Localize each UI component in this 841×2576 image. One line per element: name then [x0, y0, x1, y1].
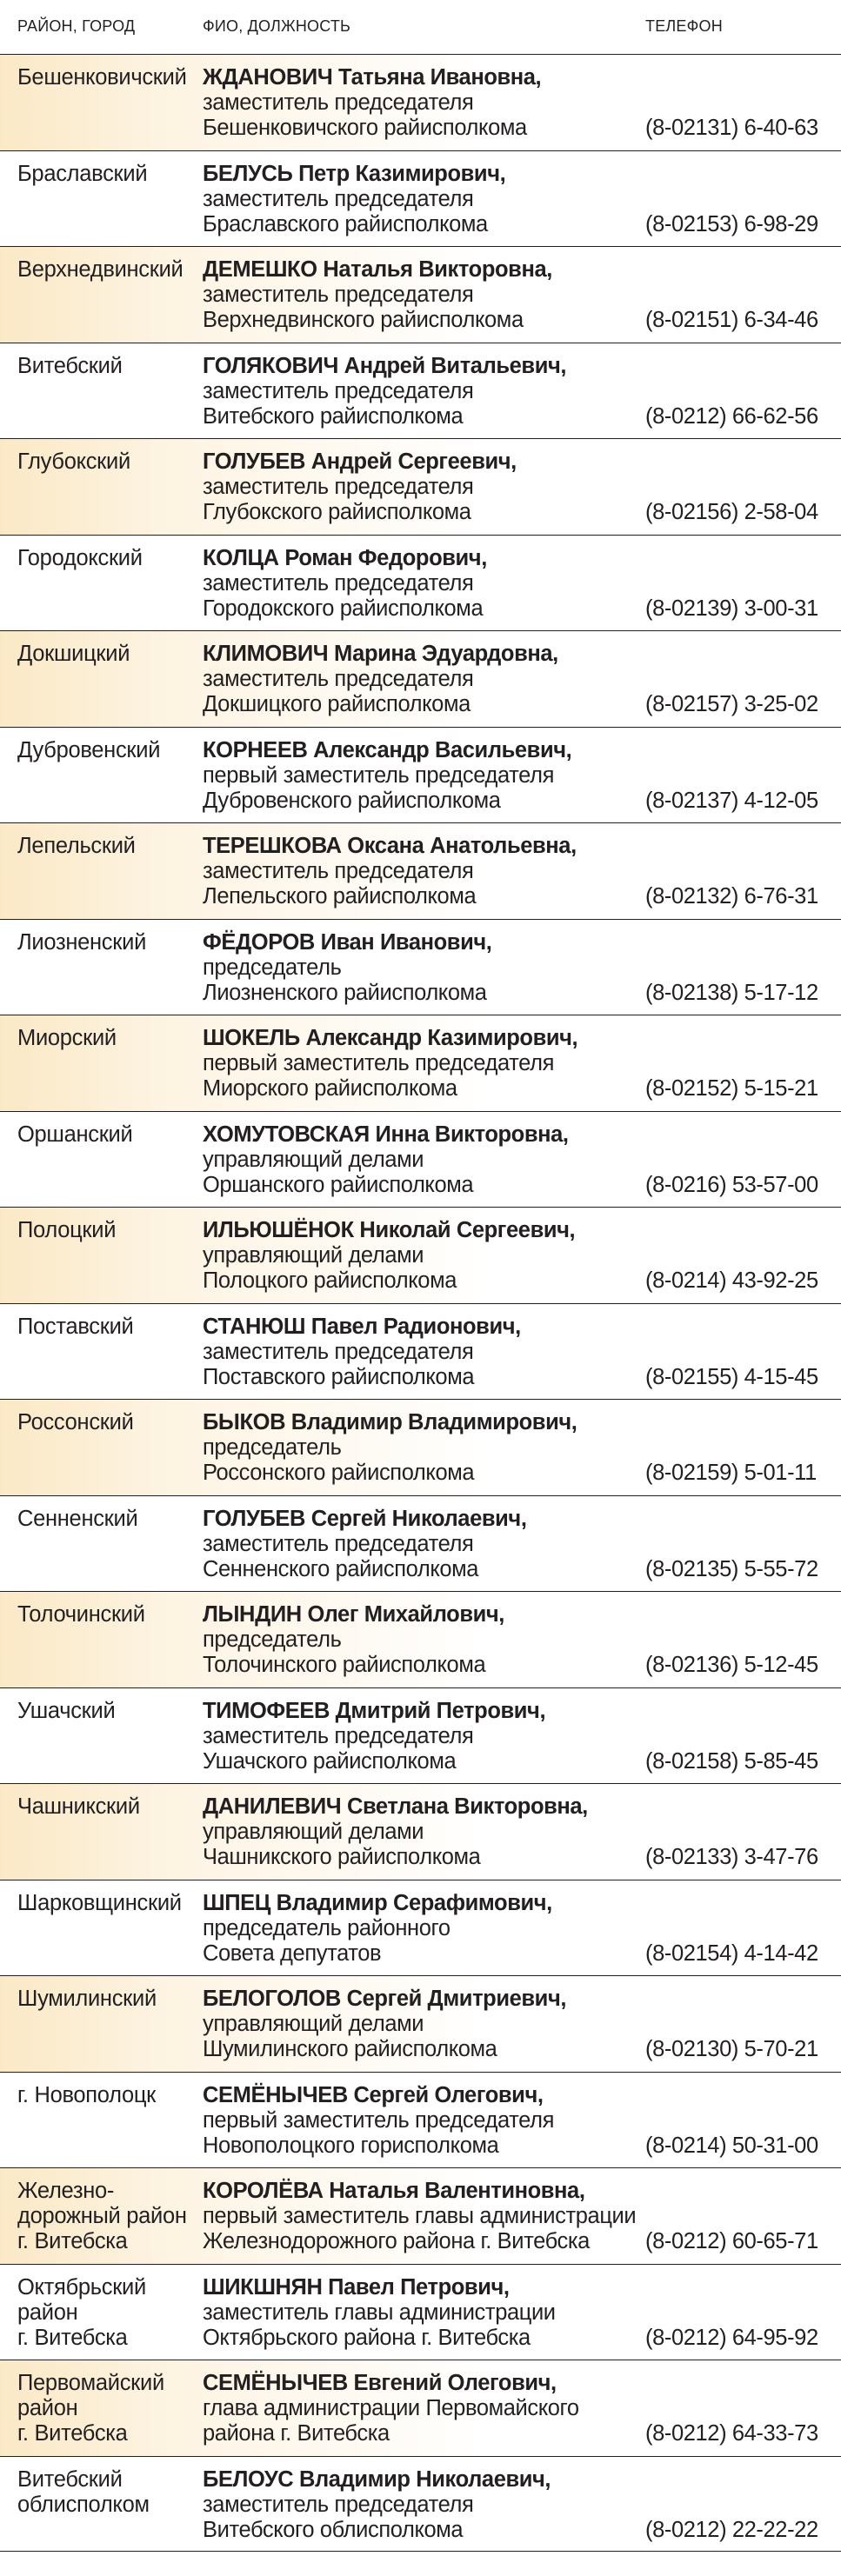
phone-cell: (8-02156) 2-58-04: [645, 500, 818, 524]
surname: КЛИМОВИЧ: [203, 642, 329, 666]
given-name: Сергей Дмитриевич,: [340, 1987, 567, 2011]
person-name: [203, 1315, 655, 1340]
position-line-2: Браславского райисполкома: [203, 211, 488, 236]
position-line-1: управляющий делами: [203, 1243, 424, 1268]
table-row: [0, 535, 841, 631]
region-cell: Браславский: [17, 161, 148, 186]
person-name: [203, 1218, 655, 1243]
position-line-2: Лиозненского райисполкома: [203, 980, 487, 1005]
person-cell: [203, 257, 655, 333]
person-cell: [203, 2275, 655, 2351]
region-cell: Глубокский: [17, 449, 130, 474]
region-cell: Шумилинский: [17, 1987, 157, 2011]
position-line-2: Миорского райисполкома: [203, 1076, 457, 1101]
surname: ХОМУТОВСКАЯ: [203, 1122, 370, 1147]
surname: СЕМЁНЫЧЕВ: [203, 2082, 348, 2107]
person-name: [203, 449, 655, 475]
position-line-1: заместитель председателя: [203, 1723, 474, 1748]
phone-cell: (8-02136) 5-12-45: [645, 1653, 818, 1677]
surname: ИЛЬЮШЁНОК: [203, 1218, 354, 1242]
phone-cell: (8-0214) 43-92-25: [645, 1268, 818, 1293]
person-name: [203, 1699, 655, 1724]
phone-cell: (8-02157) 3-25-02: [645, 692, 818, 716]
person-name: [203, 1987, 655, 2012]
given-name: Андрей Сергеевич,: [305, 449, 517, 474]
phone-cell: (8-02135) 5-55-72: [645, 1556, 818, 1581]
surname: ТИМОФЕЕВ: [203, 1698, 330, 1723]
person-cell: [203, 738, 655, 814]
table-row: [0, 727, 841, 823]
person-cell: [203, 930, 655, 1006]
phone-cell: (8-02152) 5-15-21: [645, 1076, 818, 1101]
phone-cell: (8-0212) 66-62-56: [645, 403, 818, 429]
person-cell: [203, 2179, 655, 2254]
person-cell: [203, 834, 655, 909]
given-name: Владимир Серафимович,: [270, 1890, 552, 1915]
position-line-1: первый заместитель председателя: [203, 762, 554, 788]
surname: ЛЫНДИН: [203, 1602, 302, 1627]
phone-cell: (8-02153) 6-98-29: [645, 211, 818, 236]
table-row: [0, 1111, 841, 1208]
position-line-1: председатель: [203, 1435, 342, 1460]
region-cell: г. Новополоцк: [17, 2082, 157, 2107]
table-row: [0, 1591, 841, 1687]
position-line-2: Сенненского райисполкома: [203, 1556, 479, 1581]
person-cell: [203, 2371, 655, 2446]
person-cell: [203, 1699, 655, 1774]
table-row: [0, 1207, 841, 1303]
person-name: [203, 1507, 655, 1532]
region-cell: Бешенковичский: [17, 65, 187, 90]
position-line-1: заместитель председателя: [203, 475, 474, 499]
given-name: Владимир Владимирович,: [285, 1410, 577, 1434]
phone-cell: (8-0212) 60-65-71: [645, 2229, 818, 2253]
position-line-1: заместитель председателя: [203, 570, 474, 596]
position-line-1: глава администрации Первомайского: [203, 2396, 579, 2420]
region-cell: Витебский облисполком: [17, 2466, 150, 2517]
region-cell: Россонский: [17, 1410, 134, 1434]
surname: БЕЛОУС: [203, 2466, 294, 2492]
phone-cell: (8-02155) 4-15-45: [645, 1364, 818, 1389]
position-line-2: Бешенковичского райисполкома: [203, 116, 527, 140]
table-row: [0, 343, 841, 439]
given-name: Дмитрий Петрович,: [329, 1698, 546, 1723]
region-cell: Чашникский: [17, 1794, 140, 1819]
person-cell: [203, 354, 655, 429]
region-cell: Сенненский: [17, 1506, 138, 1531]
person-name: [203, 2371, 655, 2396]
table-header: [0, 0, 841, 54]
position-line-1: первый заместитель главы администрации: [203, 2204, 637, 2228]
surname: ДАНИЛЕВИЧ: [203, 1794, 342, 1819]
surname: ТЕРЕШКОВА: [203, 834, 342, 858]
given-name: Татьяна Ивановна,: [332, 65, 542, 90]
table-row: [0, 2072, 841, 2168]
position-line-1: управляющий делами: [203, 2012, 424, 2036]
region-cell: Дубровенский: [17, 737, 161, 762]
given-name: Павел Радионович,: [305, 1314, 521, 1339]
person-cell: [203, 546, 655, 622]
table-row: [0, 54, 841, 150]
phone-cell: (8-02137) 4-12-05: [645, 788, 818, 813]
region-cell: Полоцкий: [17, 1218, 117, 1242]
position-line-2: Новополоцкого горисполкома: [203, 2133, 499, 2158]
position-line-2: Дубровенского райисполкома: [203, 788, 501, 813]
person-name: [203, 1122, 655, 1148]
position-line-1: заместитель главы администрации: [203, 2300, 556, 2325]
position-line-1: заместитель председателя: [203, 283, 474, 307]
surname: КОЛЦА: [203, 545, 279, 570]
given-name: Сергей Олегович,: [347, 2082, 544, 2107]
position-line-2: Россонского райисполкома: [203, 1461, 475, 1485]
phone-cell: (8-02130) 5-70-21: [645, 2037, 818, 2061]
phone-cell: (8-02151) 6-34-46: [645, 308, 818, 332]
table-body: [0, 54, 841, 2552]
person-name: [203, 1602, 655, 1627]
region-cell: Лепельский: [17, 834, 136, 858]
phone-cell: (8-02133) 3-47-76: [645, 1845, 818, 1869]
phone-cell: (8-02131) 6-40-63: [645, 116, 818, 140]
given-name: Евгений Олегович,: [347, 2371, 557, 2395]
region-cell: Оршанский: [17, 1122, 133, 1147]
table-row: [0, 1303, 841, 1400]
table-row: [0, 1783, 841, 1880]
given-name: Николай Сергеевич,: [353, 1218, 576, 1242]
region-cell: Докшицкий: [17, 642, 130, 666]
position-line-2: Чашникского райисполкома: [203, 1845, 481, 1869]
person-name: [203, 1026, 655, 1051]
region-cell: Верхнедвинский: [17, 257, 184, 282]
position-line-2: Октябрьского района г. Витебска: [203, 2325, 531, 2350]
person-name: [203, 2179, 655, 2204]
given-name: Сергей Николаевич,: [305, 1506, 527, 1531]
region-cell: Поставский: [17, 1314, 134, 1339]
position-line-1: председатель: [203, 1627, 342, 1652]
person-name: [203, 257, 655, 283]
position-line-1: управляющий делами: [203, 1820, 424, 1844]
phone-cell: (8-0214) 50-31-00: [645, 2133, 818, 2158]
position-line-2: Железнодорожного района г. Витебска: [203, 2229, 590, 2253]
given-name: Роман Федорович,: [278, 545, 487, 570]
position-line-1: председатель районного: [203, 1915, 451, 1940]
table-row: [0, 246, 841, 343]
position-line-1: первый заместитель председателя: [203, 1051, 554, 1075]
given-name: Павел Петрович,: [322, 2274, 510, 2300]
given-name: Светлана Викторовна,: [341, 1794, 588, 1819]
position-line-1: заместитель председателя: [203, 859, 474, 883]
person-cell: [203, 1794, 655, 1870]
position-line-2: района г. Витебска: [203, 2421, 390, 2446]
table-row: [0, 1015, 841, 1111]
person-name: [203, 834, 655, 859]
person-name: [203, 930, 655, 955]
column-header-phone: ТЕЛЕФОН: [645, 17, 723, 35]
position-line-1: заместитель председателя: [203, 1531, 474, 1556]
column-header-region: РАЙОН, ГОРОД: [17, 17, 136, 35]
position-line-1: заместитель председателя: [203, 1339, 474, 1364]
surname: ГОЛУБЕВ: [203, 449, 306, 474]
person-cell: [203, 1026, 655, 1102]
surname: БЕЛОГОЛОВ: [203, 1987, 341, 2011]
region-cell: Городокский: [17, 545, 143, 570]
surname: КОРНЕЕВ: [203, 737, 308, 762]
given-name: Наталья Викторовна,: [317, 257, 552, 282]
phone-cell: (8-02158) 5-85-45: [645, 1748, 818, 1774]
surname: БЫКОВ: [203, 1410, 286, 1434]
position-line-2: Докшицкого райисполкома: [203, 692, 471, 716]
person-cell: [203, 1315, 655, 1390]
table-row: [0, 2456, 841, 2553]
table-row: [0, 630, 841, 727]
surname: ГОЛЯКОВИЧ: [203, 353, 338, 378]
person-name: [203, 1891, 655, 1916]
position-line-2: Шумилинского райисполкома: [203, 2037, 497, 2061]
table-row: [0, 2167, 841, 2264]
position-line-2: Витебского райисполкома: [203, 403, 464, 429]
table-row: [0, 2360, 841, 2456]
given-name: Инна Викторовна,: [369, 1122, 569, 1147]
position-line-2: Глубокского райисполкома: [203, 500, 471, 524]
person-name: [203, 2083, 655, 2108]
table-row: [0, 1975, 841, 2072]
table-row: [0, 1399, 841, 1495]
surname: ДЕМЕШКО: [203, 257, 317, 282]
person-cell: [203, 2467, 655, 2543]
given-name: Оксана Анатольевна,: [341, 834, 577, 858]
position-line-1: первый заместитель председателя: [203, 2107, 554, 2133]
given-name: Александр Васильевич,: [307, 737, 572, 762]
surname: КОРОЛЁВА: [203, 2179, 324, 2203]
person-cell: [203, 1410, 655, 1486]
table-row: [0, 2264, 841, 2360]
region-cell: Первомайский район г. Витебска: [17, 2371, 164, 2446]
position-line-2: Толочинского райисполкома: [203, 1653, 486, 1677]
person-name: [203, 2467, 655, 2493]
person-name: [203, 65, 655, 90]
table-row: [0, 822, 841, 919]
position-line-2: Витебского облисполкома: [203, 2517, 464, 2542]
table-row: [0, 1687, 841, 1784]
person-cell: [203, 2083, 655, 2159]
surname: ЖДАНОВИЧ: [203, 65, 333, 90]
given-name: Иван Иванович,: [314, 929, 492, 955]
position-line-1: заместитель председателя: [203, 186, 474, 211]
phone-cell: (8-0216) 53-57-00: [645, 1172, 818, 1197]
surname: ШПЕЦ: [203, 1890, 270, 1915]
person-cell: [203, 1218, 655, 1294]
position-line-2: Ушачского райисполкома: [203, 1748, 457, 1774]
person-cell: [203, 1602, 655, 1678]
person-cell: [203, 1507, 655, 1582]
given-name: Олег Михайлович,: [301, 1602, 504, 1627]
surname: ГОЛУБЕВ: [203, 1506, 306, 1531]
position-line-1: заместитель председателя: [203, 90, 474, 115]
surname: СЕМЁНЫЧЕВ: [203, 2371, 348, 2395]
table-row: [0, 150, 841, 247]
given-name: Владимир Николаевич,: [293, 2466, 551, 2492]
table-row: [0, 1495, 841, 1592]
person-name: [203, 738, 655, 763]
phone-cell: (8-0212) 64-95-92: [645, 2325, 818, 2350]
person-cell: [203, 1891, 655, 1967]
person-name: [203, 1410, 655, 1435]
region-cell: Витебский: [17, 353, 123, 378]
phone-cell: (8-0212) 64-33-73: [645, 2421, 818, 2446]
table-row: [0, 438, 841, 535]
person-name: [203, 354, 655, 379]
phone-cell: (8-02132) 6-76-31: [645, 884, 818, 909]
table-row: [0, 1880, 841, 1976]
given-name: Наталья Валентиновна,: [323, 2179, 585, 2203]
region-cell: Лиозненский: [17, 929, 147, 955]
surname: БЕЛУСЬ: [203, 161, 293, 186]
surname: ФЁДОРОВ: [203, 929, 315, 955]
region-cell: Октябрьский район г. Витебска: [17, 2274, 146, 2350]
region-cell: Ушачский: [17, 1698, 116, 1723]
position-line-2: Верхнедвинского райисполкома: [203, 308, 524, 332]
given-name: Марина Эдуардовна,: [328, 642, 558, 666]
person-cell: [203, 642, 655, 717]
position-line-2: Городокского райисполкома: [203, 596, 484, 621]
position-line-2: Оршанского райисполкома: [203, 1172, 474, 1197]
phone-cell: (8-02159) 5-01-11: [645, 1461, 817, 1485]
person-cell: [203, 1122, 655, 1198]
region-cell: Миорский: [17, 1026, 117, 1050]
given-name: Александр Казимирович,: [299, 1026, 578, 1050]
position-line-1: заместитель председателя: [203, 2492, 474, 2517]
person-name: [203, 1794, 655, 1820]
table-row: [0, 919, 841, 1015]
given-name: Андрей Витальевич,: [338, 353, 567, 378]
person-name: [203, 162, 655, 187]
phone-cell: (8-0212) 22-22-22: [645, 2517, 818, 2542]
position-line-1: председатель: [203, 955, 342, 980]
position-line-2: Полоцкого райисполкома: [203, 1268, 457, 1293]
region-cell: Железно- дорожный район г. Витебска: [17, 2179, 187, 2253]
position-line-2: Поставского райисполкома: [203, 1364, 475, 1389]
phone-cell: (8-02154) 4-14-42: [645, 1940, 818, 1966]
position-line-2: Лепельского райисполкома: [203, 884, 477, 909]
phone-cell: (8-02139) 3-00-31: [645, 596, 818, 621]
given-name: Петр Казимирович,: [292, 161, 506, 186]
position-line-2: Совета депутатов: [203, 1940, 382, 1966]
phone-cell: (8-02138) 5-17-12: [645, 980, 818, 1005]
person-cell: [203, 162, 655, 237]
position-line-1: заместитель председателя: [203, 667, 474, 691]
surname: ШИКШНЯН: [203, 2274, 323, 2300]
person-cell: [203, 1987, 655, 2062]
person-cell: [203, 449, 655, 525]
person-name: [203, 546, 655, 571]
surname: ШОКЕЛЬ: [203, 1026, 300, 1050]
person-name: [203, 642, 655, 667]
position-line-1: управляющий делами: [203, 1147, 424, 1172]
surname: СТАНЮШ: [203, 1314, 306, 1339]
person-name: [203, 2275, 655, 2300]
region-cell: Шарковщинский: [17, 1890, 182, 1915]
position-line-1: заместитель председателя: [203, 378, 474, 403]
person-cell: [203, 65, 655, 141]
region-cell: Толочинский: [17, 1602, 145, 1627]
column-header-name: ФИО, ДОЛЖНОСТЬ: [203, 17, 351, 35]
